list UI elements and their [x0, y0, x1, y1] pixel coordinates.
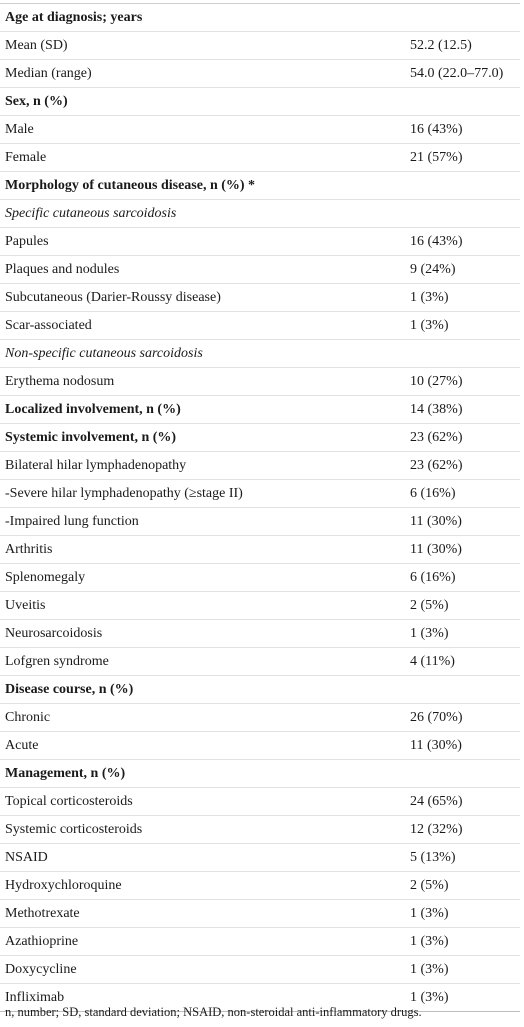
row-value: 54.0 (22.0–77.0): [410, 60, 520, 88]
row-value: 12 (32%): [410, 816, 520, 844]
table-row: [0, 144, 520, 172]
table-row: [0, 620, 520, 648]
table-row: [0, 452, 520, 480]
row-value: 16 (43%): [410, 228, 520, 256]
row-value: 9 (24%): [410, 256, 520, 284]
row-value: 52.2 (12.5): [410, 32, 520, 60]
table-row: [0, 956, 520, 984]
table-row: [0, 508, 520, 536]
table-row: [0, 32, 520, 60]
row-label: Azathioprine: [0, 928, 410, 956]
table-row: [0, 228, 520, 256]
row-label: Lofgren syndrome: [0, 648, 410, 676]
subsection-header-row: [0, 340, 520, 368]
table-row: [0, 564, 520, 592]
row-label: Doxycycline: [0, 956, 410, 984]
row-value: 1 (3%): [410, 312, 520, 340]
row-value: 4 (11%): [410, 648, 520, 676]
table-footnote: n, number; SD, standard deviation; NSAID, non-steroidal anti-inflammatory drugs.: [5, 1005, 422, 1019]
row-value: [410, 676, 520, 704]
table-row: [0, 284, 520, 312]
section-header-row: [0, 4, 520, 32]
table-row: [0, 900, 520, 928]
row-label: Scar-associated: [0, 312, 410, 340]
section-header-row: [0, 172, 520, 200]
table-row: [0, 60, 520, 88]
row-value: [410, 172, 520, 200]
row-label: -Impaired lung function: [0, 508, 410, 536]
row-label: Topical corticosteroids: [0, 788, 410, 816]
row-value: 6 (16%): [410, 480, 520, 508]
row-label: Age at diagnosis; years: [0, 4, 410, 32]
row-value: 1 (3%): [410, 900, 520, 928]
row-label: Female: [0, 144, 410, 172]
row-label: Papules: [0, 228, 410, 256]
row-label: Management, n (%): [0, 760, 410, 788]
row-label: Plaques and nodules: [0, 256, 410, 284]
table-row: [0, 788, 520, 816]
row-label: Bilateral hilar lymphadenopathy: [0, 452, 410, 480]
row-value: 11 (30%): [410, 732, 520, 760]
row-label: Infliximab: [0, 984, 410, 1012]
row-value: 1 (3%): [410, 984, 520, 1012]
table-row: [0, 872, 520, 900]
row-label: Chronic: [0, 704, 410, 732]
row-label: Uveitis: [0, 592, 410, 620]
row-value: 11 (30%): [410, 536, 520, 564]
row-label: Systemic involvement, n (%): [0, 424, 410, 452]
row-value: 16 (43%): [410, 116, 520, 144]
table-row: [0, 480, 520, 508]
row-label: NSAID: [0, 844, 410, 872]
row-value: 2 (5%): [410, 592, 520, 620]
row-value: 1 (3%): [410, 620, 520, 648]
row-value: 1 (3%): [410, 284, 520, 312]
row-label: Sex, n (%): [0, 88, 410, 116]
section-header-row: [0, 88, 520, 116]
table-row: [0, 732, 520, 760]
row-label: Non-specific cutaneous sarcoidosis: [0, 340, 410, 368]
table-row: [0, 816, 520, 844]
row-value: 14 (38%): [410, 396, 520, 424]
table-row: [0, 256, 520, 284]
row-value: [410, 340, 520, 368]
row-label: Systemic corticosteroids: [0, 816, 410, 844]
row-label: Splenomegaly: [0, 564, 410, 592]
table-row: [0, 844, 520, 872]
row-value: [410, 760, 520, 788]
row-value: 1 (3%): [410, 956, 520, 984]
section-header-row: [0, 424, 520, 452]
row-label: Methotrexate: [0, 900, 410, 928]
subsection-header-row: [0, 200, 520, 228]
row-label: Subcutaneous (Darier-Roussy disease): [0, 284, 410, 312]
row-label: Mean (SD): [0, 32, 410, 60]
table-row: [0, 592, 520, 620]
section-header-row: [0, 760, 520, 788]
row-value: 24 (65%): [410, 788, 520, 816]
row-label: Male: [0, 116, 410, 144]
row-value: 23 (62%): [410, 424, 520, 452]
table-row: [0, 648, 520, 676]
table-row: [0, 116, 520, 144]
section-header-row: [0, 676, 520, 704]
row-value: 1 (3%): [410, 928, 520, 956]
section-header-row: [0, 396, 520, 424]
row-label: Localized involvement, n (%): [0, 396, 410, 424]
row-label: Arthritis: [0, 536, 410, 564]
table-row: [0, 704, 520, 732]
characteristics-table: [0, 4, 520, 1012]
row-value: [410, 200, 520, 228]
row-label: -Severe hilar lymphadenopathy (≥stage II): [0, 480, 410, 508]
row-value: 6 (16%): [410, 564, 520, 592]
row-value: 10 (27%): [410, 368, 520, 396]
row-value: 26 (70%): [410, 704, 520, 732]
row-value: 21 (57%): [410, 144, 520, 172]
row-label: Specific cutaneous sarcoidosis: [0, 200, 410, 228]
row-label: Morphology of cutaneous disease, n (%) *: [0, 172, 410, 200]
table-row: [0, 536, 520, 564]
row-value: [410, 88, 520, 116]
row-value: [410, 4, 520, 32]
table-body: [0, 4, 520, 1012]
row-label: Hydroxychloroquine: [0, 872, 410, 900]
row-value: 23 (62%): [410, 452, 520, 480]
row-value: 11 (30%): [410, 508, 520, 536]
row-label: Median (range): [0, 60, 410, 88]
row-value: 2 (5%): [410, 872, 520, 900]
table-row: [0, 928, 520, 956]
row-value: 5 (13%): [410, 844, 520, 872]
row-label: Erythema nodosum: [0, 368, 410, 396]
table-row: [0, 312, 520, 340]
table-row: [0, 368, 520, 396]
row-label: Disease course, n (%): [0, 676, 410, 704]
row-label: Acute: [0, 732, 410, 760]
row-label: Neurosarcoidosis: [0, 620, 410, 648]
